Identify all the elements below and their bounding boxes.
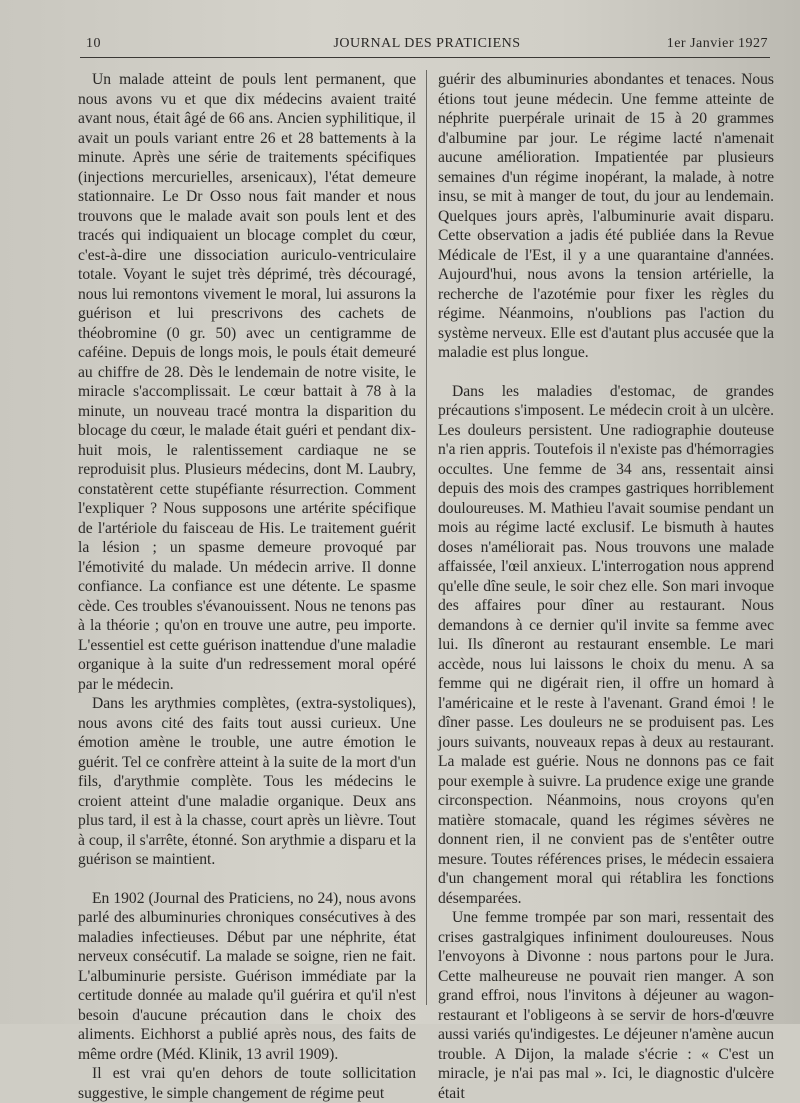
issue-date: 1er Janvier 1927 bbox=[666, 36, 768, 51]
paragraph-albuminuries: En 1902 (Journal des Praticiens, no 24), nous avons parlé des albuminuries chroniques consécutives à des maladies infectieuses. Début par une néphrite, état nerveux consécutif. La malade se soigne, rien ne fait. L'albuminurie persiste. Guérison immédiate par la certitude donnée au malade qu'il guérira et qu'il n'est besoin d'aucune précaution dans le choix des aliments. Eichhorst a publié après nous, des faits de même ordre (Méd. Klinik, 13 avril 1909). bbox=[78, 889, 416, 1063]
page-number: 10 bbox=[86, 36, 101, 51]
right-column bbox=[438, 70, 774, 1103]
column-divider bbox=[426, 70, 427, 1005]
paragraph-changement-regime: Il est vrai qu'en dehors de toute sollicitation suggestive, le simple changement de régime peut bbox=[78, 1065, 416, 1102]
paragraph-femme-trompee: Une femme trompée par son mari, ressentait des crises gastralgiques infiniment douloureuses. Nous l'envoyons à Divonne : nous partons pour le Jura. Cette malheureuse ne pouvait rien manger. A son grand effroi, nous l'invitons à déjeuner au wagon-restaurant et l'obligeons à se servir de hors-d'œuvre aussi variés qu'indigestes. Le déjeuner n'amène aucun trouble. A Dijon, la malade s'écrie : « C'est un miracle, je n'ai pas mal ». Ici, le diagnostic d'ulcère était bbox=[438, 909, 774, 1102]
paragraph-albuminuries-suite: guérir des albuminuries abondantes et tenaces. Nous étions tout jeune médecin. Une femme atteinte de néphrite puerpérale urinait de 15 à 20 grammes d'albumine par jour. Le régime lacté n'amenait aucune amélioration. Impatientée par plusieurs semaines d'un régime inopérant, la malade, à notre insu, se mit à manger de tout, du jour au lendemain. Quelques jours après, l'albuminurie avait disparu. Cette observation a jadis été publiée dans la Revue Médicale de l'Est, il y a une quarantaine d'années. Aujourd'hui, nous avons la tension artérielle, la recherche de l'azotémie pour fixer les règles du régime. Néanmoins, n'oublions pas l'action du système nerveux. Elle est d'autant plus accusée que la maladie est plus longue. bbox=[438, 71, 774, 361]
paragraph-pouls-lent: Un malade atteint de pouls lent permanent, que nous avons vu et que dix médecins avaient traité avant nous, était âgé de 66 ans. Ancien syphilitique, il avait un pouls variant entre 26 et 28 battements à la minute. Après une série de traitements spécifiques (injections mercurielles, arsenicaux), l'état demeure stationnaire. Le Dr Osso nous fait mander et nous trouvons que le malade avait son pouls lent et des tracés qui indiquaient un blocage complet du cœur, c'est-à-dire une dissociation auriculo-ventriculaire totale. Voyant le sujet très déprimé, très découragé, nous lui remontons vivement le moral, lui assurons la guérison et lui prescrivons des cachets de théobromine (0 gr. 50) avec un centigramme de caféine. Depuis de longs mois, le pouls était demeuré au chiffre de 28. Dès le lendemain de notre visite, le miracle s'accomplissait. Le cœur battait à 78 à la minute, un nouveau tracé montra la disparition du blocage du cœur, le malade était guéri et pendant dix-huit mois, le ralentissement cardiaque ne se reproduisit plus. Plusieurs médecins, dont M. Laubry, constatèrent cette stupéfiante résurrection. Comment l'expliquer ? Nous supposons une artérite spécifique de l'artériole du faisceau de His. Le traitement guérit la lésion ; un spasme demeure provoqué par l'émotivité du malade. Un médecin arrive. Il donne confiance. La confiance est une détente. Le spasme cède. Ces troubles s'évanouissent. Nous ne tenons pas à la théorie ; qu'on en trouve une autre, peu importe. L'essentiel est cette guérison inattendue d'une maladie organique à la suite d'un redressement moral opéré par le médecin. bbox=[78, 71, 416, 693]
left-column bbox=[78, 70, 416, 1103]
page-header bbox=[86, 36, 768, 56]
journal-title: JOURNAL DES PRATICIENS bbox=[333, 36, 521, 51]
paragraph-maladies-estomac: Dans les maladies d'estomac, de grandes précautions s'imposent. Le médecin croit à un ulcère. Les douleurs persistent. Une radiographie douteuse n'a rien appris. Toutefois il n'existe pas d'hémorragies occultes. Une femme de 34 ans, ressentait ainsi depuis des mois des crampes gastriques horriblement douloureuses. M. Mathieu l'avait soumise pendant un mois au régime lacté exclusif. Le bismuth à hautes doses n'améliorait pas. Nous trouvons une malade affaissée, l'œil anxieux. L'interrogation nous apprend qu'elle dîne seule, le soir chez elle. Son mari invoque des affaires pour dîner au restaurant. Nous demandons à ce dernier qu'il invite sa femme avec lui. Ils dîneront au restaurant ensemble. Le mari accède, nous lui laissons le choix du menu. A sa femme qui ne digérait rien, il offre un homard à l'américaine et le reste à l'avenant. Grand émoi ! le dîner passe. Les douleurs ne se produisent pas. Les jours suivants, nouveaux repas à deux au restaurant. La malade est guérie. Nous ne donnons pas ce fait pour exemple à suivre. La prudence exige une grande circonspection. Néanmoins, nous croyons qu'en matière stomacale, quand les régimes sévères ne donnent rien, il ne convient pas de s'entêter outre mesure. Toutes références prises, le médecin essaiera d'un changement moral qui rétablira les fonctions désemparées. bbox=[438, 382, 774, 907]
header-rule bbox=[80, 57, 770, 58]
paragraph-arythmies: Dans les arythmies complètes, (extra-systoliques), nous avons cité des faits tout aussi curieux. Une émotion amène le trouble, une autre émotion le guérit. Tel ce confrère atteint à la suite de la mort d'un fils, d'arythmie complète. Tous les médecins le croient atteint d'une maladie organique. Deux ans plus tard, il est à la chasse, court après un lièvre. Tout à coup, il s'arrête, étonné. Son arythmie a disparu et la guérison se maintient. bbox=[78, 695, 416, 868]
